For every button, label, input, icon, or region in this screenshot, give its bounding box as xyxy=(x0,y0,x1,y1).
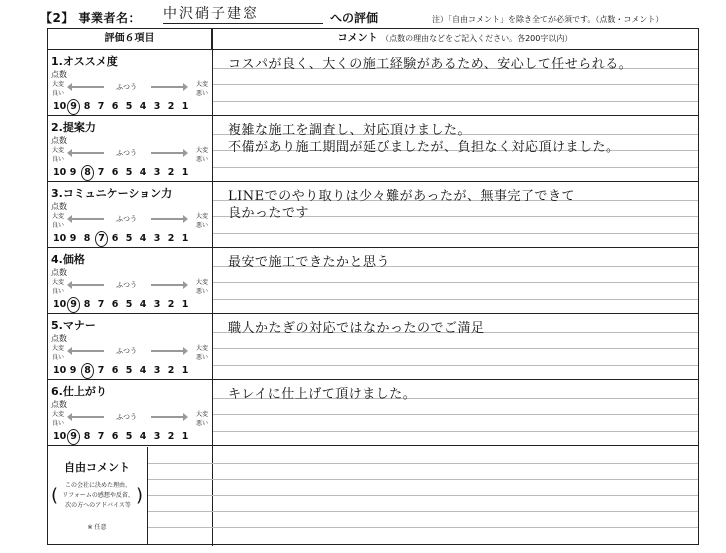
arrow-left-icon xyxy=(72,416,104,418)
score-option[interactable]: 6 xyxy=(111,101,119,112)
optional-note: ※ 任意 xyxy=(87,524,107,531)
arrow-left-icon xyxy=(72,152,104,154)
form-header xyxy=(0,0,726,28)
score-option[interactable]: 9 xyxy=(67,429,80,445)
arrow-right-icon xyxy=(151,86,183,88)
score-option[interactable]: 4 xyxy=(139,431,147,442)
good-label: 良い xyxy=(52,420,65,427)
score-option[interactable]: 4 xyxy=(139,167,147,178)
good-label: 良い xyxy=(52,90,65,97)
free-comment-box xyxy=(48,447,146,544)
score-option[interactable]: 2 xyxy=(167,233,175,244)
free-comment-rule xyxy=(148,527,698,528)
score-option[interactable]: 9 xyxy=(69,365,77,376)
score-option[interactable]: 5 xyxy=(125,431,133,442)
comment-rule xyxy=(213,101,698,102)
score-option[interactable]: 5 xyxy=(125,167,133,178)
good-label: 良い xyxy=(52,288,65,295)
comment-text[interactable]: 最安で施工できたかと思う xyxy=(228,255,391,270)
score-label: 点数 xyxy=(51,70,67,79)
item-title: 4.価格 xyxy=(51,253,85,266)
item-title: 1.オススメ度 xyxy=(51,55,118,68)
score-option[interactable]: 10 xyxy=(53,299,67,310)
score-option[interactable]: 6 xyxy=(111,233,119,244)
free-comment-desc-line: 次の方へのアドバイス等 xyxy=(65,502,131,509)
free-comment-rule xyxy=(148,495,698,496)
score-option[interactable]: 3 xyxy=(153,101,161,112)
rating-block xyxy=(48,49,212,115)
rating-block xyxy=(48,181,212,247)
comment-text[interactable]: 職人かたぎの対応ではなかったのでご満足 xyxy=(228,321,485,336)
score-scale xyxy=(51,365,209,377)
score-scale xyxy=(51,431,209,443)
free-comment-desc-line: リフォームの感想や反省、 xyxy=(62,492,134,499)
free-comment-title: 自由コメント xyxy=(64,461,130,474)
column-divider xyxy=(212,29,213,546)
bad-label: 悪い xyxy=(195,354,208,361)
evaluation-form xyxy=(47,28,699,545)
score-option[interactable]: 2 xyxy=(167,365,175,376)
arrow-left-icon xyxy=(72,284,104,286)
very-label-right: 大変 xyxy=(195,81,208,88)
score-option[interactable]: 1 xyxy=(181,167,189,178)
score-option[interactable]: 10 xyxy=(53,101,67,112)
very-label-right: 大変 xyxy=(195,411,208,418)
score-option[interactable]: 4 xyxy=(139,365,147,376)
comment-header-sub: （点数の理由などをご記入ください。各200字以内） xyxy=(381,34,573,43)
items-column-header: 評価６項目 xyxy=(48,29,212,49)
score-scale xyxy=(51,299,209,311)
score-option[interactable]: 2 xyxy=(167,101,175,112)
score-option[interactable]: 1 xyxy=(181,431,189,442)
comment-rule xyxy=(213,348,698,349)
score-option[interactable]: 1 xyxy=(181,365,189,376)
score-option[interactable]: 9 xyxy=(69,167,77,178)
neutral-label: ふつう xyxy=(116,281,137,289)
evaluation-suffix: への評価 xyxy=(330,11,379,25)
business-name-value: 中沢硝子建窓 xyxy=(163,3,323,24)
arrow-right-icon xyxy=(151,416,183,418)
score-option[interactable]: 6 xyxy=(111,365,119,376)
rating-block xyxy=(48,313,212,379)
arrow-left-icon xyxy=(72,218,104,220)
neutral-label: ふつう xyxy=(116,347,137,355)
score-option[interactable]: 3 xyxy=(153,431,161,442)
score-option[interactable]: 2 xyxy=(167,431,175,442)
comment-text[interactable]: 複雑な施工を調査し、対応頂けました。 xyxy=(228,123,472,138)
item-title: 5.マナー xyxy=(51,319,96,332)
bad-label: 悪い xyxy=(195,222,208,229)
score-option[interactable]: 7 xyxy=(97,167,105,178)
score-option[interactable]: 4 xyxy=(139,299,147,310)
very-label-right: 大変 xyxy=(195,345,208,352)
score-option[interactable]: 8 xyxy=(83,431,91,442)
arrow-right-icon xyxy=(151,284,183,286)
very-label-left: 大変 xyxy=(52,147,65,154)
neutral-label: ふつう xyxy=(116,215,137,223)
score-option[interactable]: 8 xyxy=(83,233,91,244)
score-option[interactable]: 10 xyxy=(53,167,67,178)
comment-rule xyxy=(213,233,698,234)
comment-rule xyxy=(213,431,698,432)
score-label: 点数 xyxy=(51,334,67,343)
very-label-right: 大変 xyxy=(195,147,208,154)
score-option[interactable]: 7 xyxy=(97,431,105,442)
very-label-right: 大変 xyxy=(195,279,208,286)
comment-rule xyxy=(213,84,698,85)
rating-block xyxy=(48,247,212,313)
bad-label: 悪い xyxy=(195,288,208,295)
score-option[interactable]: 5 xyxy=(125,233,133,244)
score-label: 点数 xyxy=(51,400,67,409)
free-comment-rule xyxy=(148,479,698,480)
neutral-label: ふつう xyxy=(116,149,137,157)
good-label: 良い xyxy=(52,156,65,163)
comment-rule xyxy=(213,299,698,300)
comment-text[interactable]: 良かったです xyxy=(228,206,310,221)
score-option[interactable]: 6 xyxy=(111,167,119,178)
score-option[interactable]: 8 xyxy=(83,101,91,112)
paren-right: ) xyxy=(136,485,144,506)
comment-text[interactable]: キレイに仕上げて頂けました。 xyxy=(228,387,417,402)
very-label-left: 大変 xyxy=(52,411,65,418)
very-label-left: 大変 xyxy=(52,81,65,88)
score-option[interactable]: 7 xyxy=(97,299,105,310)
score-option[interactable]: 5 xyxy=(125,365,133,376)
score-option[interactable]: 1 xyxy=(181,233,189,244)
neutral-label: ふつう xyxy=(116,413,137,421)
score-option[interactable]: 6 xyxy=(111,299,119,310)
arrow-right-icon xyxy=(151,218,183,220)
score-option[interactable]: 3 xyxy=(153,233,161,244)
score-label: 点数 xyxy=(51,202,67,211)
comment-rule xyxy=(213,414,698,415)
very-label-left: 大変 xyxy=(52,213,65,220)
rating-block xyxy=(48,115,212,181)
score-option[interactable]: 4 xyxy=(139,233,147,244)
row-divider xyxy=(48,445,698,446)
score-option[interactable]: 7 xyxy=(97,101,105,112)
free-comment-desc-line: この会社に決めた理由、 xyxy=(64,482,131,489)
score-option[interactable]: 9 xyxy=(69,233,77,244)
comment-rule xyxy=(213,282,698,283)
score-option[interactable]: 9 xyxy=(67,99,80,115)
paren-left: ( xyxy=(51,485,59,506)
score-label: 点数 xyxy=(51,268,67,277)
arrow-right-icon xyxy=(151,152,183,154)
item-title: 2.提案力 xyxy=(51,121,96,134)
score-option[interactable]: 5 xyxy=(125,101,133,112)
comment-text[interactable]: コスパが良く、大くの施工経験があるため、安心して任せられる。 xyxy=(228,57,633,72)
item-title: 3.コミュニケーション力 xyxy=(51,187,173,200)
score-option[interactable]: 10 xyxy=(53,365,67,376)
score-option[interactable]: 10 xyxy=(53,233,67,244)
comment-header-title: コメント xyxy=(337,33,378,44)
good-label: 良い xyxy=(52,222,65,229)
score-option[interactable]: 5 xyxy=(125,299,133,310)
score-option[interactable]: 2 xyxy=(167,167,175,178)
score-option[interactable]: 3 xyxy=(153,167,161,178)
good-label: 良い xyxy=(52,354,65,361)
score-option[interactable]: 9 xyxy=(67,297,80,313)
score-scale xyxy=(51,167,209,179)
comment-column-header xyxy=(212,29,698,49)
score-option[interactable]: 6 xyxy=(111,431,119,442)
free-comment-description xyxy=(62,481,134,511)
bad-label: 悪い xyxy=(195,90,208,97)
neutral-label: ふつう xyxy=(116,83,137,91)
score-option[interactable]: 8 xyxy=(83,299,91,310)
score-option[interactable]: 10 xyxy=(53,431,67,442)
score-option[interactable]: 7 xyxy=(97,365,105,376)
comment-text[interactable]: 不備があり施工期間が延びましたが、負担なく対応頂けました。 xyxy=(228,140,620,155)
free-comment-rule xyxy=(148,463,698,464)
score-option[interactable]: 8 xyxy=(81,363,94,379)
score-label: 点数 xyxy=(51,136,67,145)
comment-text[interactable]: LINEでのやり取りは少々難があったが、無事完了できて xyxy=(228,189,576,204)
arrow-left-icon xyxy=(72,350,104,352)
business-name-label: 【2】 事業者名： xyxy=(40,11,142,25)
score-scale xyxy=(51,233,209,245)
bad-label: 悪い xyxy=(195,420,208,427)
very-label-left: 大変 xyxy=(52,345,65,352)
item-title: 6.仕上がり xyxy=(51,385,107,398)
very-label-left: 大変 xyxy=(52,279,65,286)
arrow-right-icon xyxy=(151,350,183,352)
score-option[interactable]: 4 xyxy=(139,101,147,112)
score-scale xyxy=(51,101,209,113)
rating-block xyxy=(48,379,212,445)
score-option[interactable]: 8 xyxy=(81,165,94,181)
free-comment-rule xyxy=(148,511,698,512)
very-label-right: 大変 xyxy=(195,213,208,220)
arrow-left-icon xyxy=(72,86,104,88)
score-option[interactable]: 3 xyxy=(153,365,161,376)
score-option[interactable]: 3 xyxy=(153,299,161,310)
score-option[interactable]: 1 xyxy=(181,299,189,310)
comment-rule xyxy=(213,167,698,168)
score-option[interactable]: 2 xyxy=(167,299,175,310)
bad-label: 悪い xyxy=(195,156,208,163)
score-option[interactable]: 1 xyxy=(181,101,189,112)
score-option[interactable]: 7 xyxy=(95,231,108,247)
comment-rule xyxy=(213,365,698,366)
required-note: 注）「自由コメント」を除き全てが必須です。（点数・コメント） xyxy=(432,15,664,24)
